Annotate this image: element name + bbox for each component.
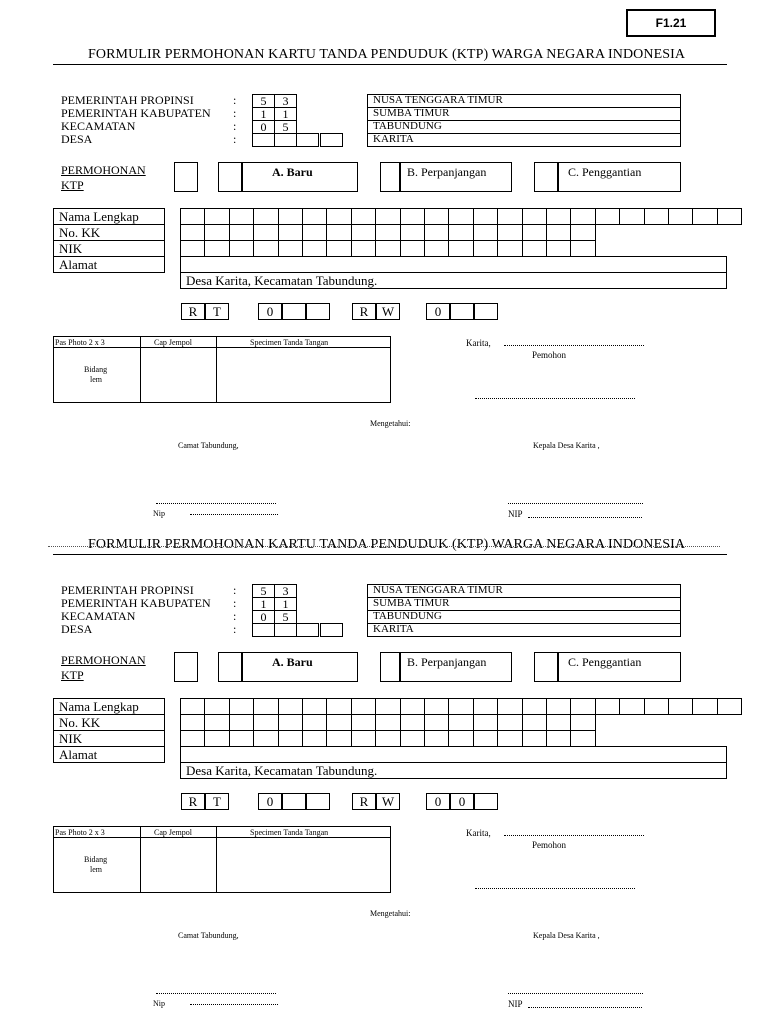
field-label: Alamat — [53, 256, 165, 273]
title-underline — [53, 554, 727, 555]
region-code-cell[interactable] — [320, 133, 343, 147]
entry-cell[interactable] — [204, 208, 229, 225]
region-label: PEMERINTAH KABUPATEN — [61, 106, 211, 120]
entry-cell[interactable] — [180, 224, 205, 241]
entry-cell[interactable] — [278, 208, 303, 225]
entry-cell[interactable] — [326, 240, 351, 257]
entry-cell[interactable] — [253, 730, 278, 747]
region-label: KECAMATAN — [61, 609, 136, 623]
entry-cell[interactable] — [473, 714, 498, 731]
region-code-cell[interactable]: 3 — [274, 94, 297, 108]
photo-note: lem — [90, 865, 102, 874]
rw-value-cell[interactable]: 0 — [450, 793, 474, 810]
entry-cell[interactable] — [497, 240, 522, 257]
region-code-cell[interactable]: 0 — [252, 610, 275, 624]
nip-right-dots[interactable] — [528, 1007, 642, 1008]
entry-cell[interactable] — [497, 208, 522, 225]
entry-cell[interactable] — [424, 730, 449, 747]
rt-letter: T — [205, 793, 229, 810]
region-name: TABUNDUNG — [367, 120, 681, 134]
place-label: Karita, — [466, 338, 491, 348]
applicant-signature-dots[interactable] — [475, 398, 635, 399]
form-title: FORMULIR PERMOHONAN KARTU TANDA PENDUDUK (KTP) WARGA NEGARA INDONESIA — [88, 47, 686, 62]
entry-cell[interactable] — [595, 208, 620, 225]
entry-cell[interactable] — [253, 698, 278, 715]
nip-left-label: Nip — [153, 509, 165, 518]
entry-cell[interactable] — [180, 698, 205, 715]
entry-cell[interactable] — [351, 714, 376, 731]
region-label: DESA — [61, 132, 93, 146]
camat-label: Camat Tabundung, — [178, 931, 239, 940]
region-code-cell[interactable] — [274, 133, 297, 147]
rt-value-cell[interactable]: 0 — [258, 793, 282, 810]
region-label: PEMERINTAH PROPINSI — [61, 93, 194, 107]
entry-cell[interactable] — [424, 240, 449, 257]
field-label: No. KK — [53, 224, 165, 241]
entry-cell[interactable] — [253, 240, 278, 257]
cut-line — [48, 546, 720, 547]
entry-cell[interactable] — [522, 240, 547, 257]
region-code-cell[interactable] — [252, 623, 275, 637]
cap-header: Cap Jempol — [154, 338, 192, 347]
entry-cell[interactable] — [448, 714, 473, 731]
colon: : — [233, 596, 237, 610]
form-title: FORMULIR PERMOHONAN KARTU TANDA PENDUDUK (KTP) WARGA NEGARA INDONESIA — [88, 537, 686, 552]
region-name: SUMBA TIMUR — [367, 107, 681, 121]
photo-header: Pas Photo 2 x 3 — [55, 828, 105, 837]
kades-signature-dots[interactable] — [508, 993, 643, 994]
entry-cell[interactable] — [692, 208, 717, 225]
entry-cell[interactable] — [448, 730, 473, 747]
rt-value-cell[interactable] — [306, 793, 330, 810]
region-name: KARITA — [367, 133, 681, 147]
entry-cell[interactable] — [473, 224, 498, 241]
entry-cell[interactable] — [204, 224, 229, 241]
entry-cell[interactable] — [400, 224, 425, 241]
entry-cell[interactable] — [522, 730, 547, 747]
field-label: NIK — [53, 730, 165, 747]
entry-cell[interactable] — [668, 698, 693, 715]
nip-right-label: NIP — [508, 509, 523, 519]
entry-cell[interactable] — [692, 698, 717, 715]
entry-cell[interactable] — [546, 208, 571, 225]
entry-cell[interactable] — [253, 224, 278, 241]
entry-cell[interactable] — [570, 714, 595, 731]
region-code-cell[interactable]: 1 — [252, 107, 275, 121]
ktp-label: KTP — [61, 668, 84, 682]
camat-signature-dots[interactable] — [156, 993, 276, 994]
entry-cell[interactable] — [400, 698, 425, 715]
photo-header: Pas Photo 2 x 3 — [55, 338, 105, 347]
date-dots[interactable] — [504, 835, 644, 836]
region-code-cell[interactable]: 1 — [252, 597, 275, 611]
region-code-cell[interactable]: 1 — [274, 107, 297, 121]
entry-cell[interactable] — [204, 714, 229, 731]
entry-cell[interactable] — [424, 224, 449, 241]
rw-value-cell[interactable] — [474, 303, 498, 320]
entry-cell[interactable] — [253, 714, 278, 731]
acknowledged-label: Mengetahui: — [370, 419, 411, 428]
entry-cell[interactable] — [302, 208, 327, 225]
option-b-label: B. Perpanjangan — [407, 165, 487, 179]
entry-cell[interactable] — [351, 208, 376, 225]
nip-right-dots[interactable] — [528, 517, 642, 518]
entry-cell[interactable] — [619, 698, 644, 715]
entry-cell[interactable] — [448, 208, 473, 225]
field-label: No. KK — [53, 714, 165, 731]
rw-value-cell[interactable]: 0 — [426, 793, 450, 810]
option-c-checkbox[interactable] — [534, 652, 558, 682]
entry-cell[interactable] — [546, 714, 571, 731]
entry-cell[interactable] — [522, 208, 547, 225]
entry-cell[interactable] — [717, 698, 742, 715]
table-divider — [140, 826, 141, 893]
entry-cell[interactable] — [497, 698, 522, 715]
rw-value-cell[interactable] — [450, 303, 474, 320]
option-b-checkbox[interactable] — [380, 652, 400, 682]
entry-cell[interactable] — [351, 224, 376, 241]
photo-note: Bidang — [84, 365, 108, 374]
entry-cell[interactable] — [229, 730, 254, 747]
entry-cell[interactable] — [717, 208, 742, 225]
entry-cell[interactable] — [351, 730, 376, 747]
entry-cell[interactable] — [229, 208, 254, 225]
entry-cell[interactable] — [351, 240, 376, 257]
entry-cell[interactable] — [400, 714, 425, 731]
rt-value-cell[interactable] — [306, 303, 330, 320]
colon: : — [233, 609, 237, 623]
ktp-checkbox[interactable] — [174, 162, 198, 192]
code-bracket — [296, 94, 297, 134]
field-label: Alamat — [53, 746, 165, 763]
colon: : — [233, 119, 237, 133]
option-a-checkbox[interactable] — [218, 652, 242, 682]
entry-cell[interactable] — [229, 714, 254, 731]
address-value: Desa Karita, Kecamatan Tabundung. — [186, 763, 378, 778]
ktp-checkbox[interactable] — [174, 652, 198, 682]
entry-cell[interactable] — [180, 240, 205, 257]
rw-letter: R — [352, 793, 376, 810]
rw-value-cell[interactable]: 0 — [426, 303, 450, 320]
entry-cell[interactable] — [375, 730, 400, 747]
address-line-1[interactable] — [180, 746, 727, 763]
entry-cell[interactable] — [570, 208, 595, 225]
kades-label: Kepala Desa Karita , — [533, 931, 600, 940]
entry-cell[interactable] — [424, 714, 449, 731]
entry-cell[interactable] — [644, 698, 669, 715]
acknowledged-label: Mengetahui: — [370, 909, 411, 918]
entry-cell[interactable] — [326, 714, 351, 731]
nip-left-dots[interactable] — [190, 514, 278, 515]
entry-cell[interactable] — [375, 240, 400, 257]
entry-cell[interactable] — [302, 714, 327, 731]
entry-cell[interactable] — [204, 698, 229, 715]
entry-cell[interactable] — [497, 224, 522, 241]
code-bracket — [296, 584, 297, 624]
applicant-label: Pemohon — [532, 350, 567, 360]
region-code-cell[interactable]: 5 — [274, 610, 297, 624]
applicant-label: Pemohon — [532, 840, 567, 850]
entry-cell[interactable] — [522, 698, 547, 715]
entry-cell[interactable] — [326, 730, 351, 747]
entry-cell[interactable] — [546, 730, 571, 747]
entry-cell[interactable] — [522, 224, 547, 241]
permohonan-label: PERMOHONAN — [61, 163, 146, 177]
rw-value-cell[interactable] — [474, 793, 498, 810]
rw-letter: R — [352, 303, 376, 320]
region-label: PEMERINTAH PROPINSI — [61, 583, 194, 597]
region-name: KARITA — [367, 623, 681, 637]
region-code-cell[interactable] — [296, 133, 319, 147]
specimen-header: Specimen Tanda Tangan — [250, 338, 329, 347]
table-divider — [216, 826, 217, 893]
field-label: Nama Lengkap — [53, 698, 165, 715]
date-dots[interactable] — [504, 345, 644, 346]
kades-signature-dots[interactable] — [508, 503, 643, 504]
nip-left-label: Nip — [153, 999, 165, 1008]
entry-cell[interactable] — [497, 714, 522, 731]
region-label: PEMERINTAH KABUPATEN — [61, 596, 211, 610]
entry-cell[interactable] — [570, 698, 595, 715]
entry-cell[interactable] — [375, 714, 400, 731]
rt-letter: T — [205, 303, 229, 320]
entry-cell[interactable] — [473, 730, 498, 747]
entry-cell[interactable] — [644, 208, 669, 225]
entry-cell[interactable] — [570, 240, 595, 257]
entry-cell[interactable] — [619, 208, 644, 225]
region-label: KECAMATAN — [61, 119, 136, 133]
region-name: NUSA TENGGARA TIMUR — [367, 94, 681, 108]
place-label: Karita, — [466, 828, 491, 838]
colon: : — [233, 132, 237, 146]
entry-cell[interactable] — [570, 730, 595, 747]
entry-cell[interactable] — [302, 224, 327, 241]
region-name: NUSA TENGGARA TIMUR — [367, 584, 681, 598]
permohonan-label: PERMOHONAN — [61, 653, 146, 667]
region-code-cell[interactable]: 1 — [274, 597, 297, 611]
entry-cell[interactable] — [424, 208, 449, 225]
field-label: Nama Lengkap — [53, 208, 165, 225]
entry-cell[interactable] — [326, 698, 351, 715]
address-line-1[interactable] — [180, 256, 727, 273]
rt-value-cell[interactable] — [282, 303, 306, 320]
table-divider — [140, 336, 141, 403]
photo-note: lem — [90, 375, 102, 384]
camat-label: Camat Tabundung, — [178, 441, 239, 450]
region-label: DESA — [61, 622, 93, 636]
entry-cell[interactable] — [522, 714, 547, 731]
entry-cell[interactable] — [204, 730, 229, 747]
kades-label: Kepala Desa Karita , — [533, 441, 600, 450]
rt-letter: R — [181, 303, 205, 320]
cap-header: Cap Jempol — [154, 828, 192, 837]
option-c-label: C. Penggantian — [568, 165, 642, 179]
entry-cell[interactable] — [278, 714, 303, 731]
entry-cell[interactable] — [302, 698, 327, 715]
option-c-label: C. Penggantian — [568, 655, 642, 669]
region-name: SUMBA TIMUR — [367, 597, 681, 611]
region-code-cell[interactable]: 3 — [274, 584, 297, 598]
rt-value-cell[interactable] — [282, 793, 306, 810]
region-code-cell[interactable]: 5 — [274, 120, 297, 134]
entry-cell[interactable] — [180, 714, 205, 731]
entry-cell[interactable] — [546, 224, 571, 241]
entry-cell[interactable] — [400, 240, 425, 257]
entry-cell[interactable] — [180, 208, 205, 225]
ktp-label: KTP — [61, 178, 84, 192]
entry-cell[interactable] — [278, 240, 303, 257]
option-b-label: B. Perpanjangan — [407, 655, 487, 669]
entry-cell[interactable] — [375, 698, 400, 715]
region-code-cell[interactable] — [274, 623, 297, 637]
region-code-cell[interactable]: 5 — [252, 94, 275, 108]
camat-signature-dots[interactable] — [156, 503, 276, 504]
form-code-badge: F1.21 — [626, 9, 716, 37]
entry-cell[interactable] — [229, 698, 254, 715]
region-code-cell[interactable]: 0 — [252, 120, 275, 134]
entry-cell[interactable] — [375, 224, 400, 241]
region-code-cell[interactable] — [252, 133, 275, 147]
entry-cell[interactable] — [229, 224, 254, 241]
entry-cell[interactable] — [473, 698, 498, 715]
entry-cell[interactable] — [351, 698, 376, 715]
entry-cell[interactable] — [278, 730, 303, 747]
entry-cell[interactable] — [204, 240, 229, 257]
entry-cell[interactable] — [375, 208, 400, 225]
rw-letter: W — [376, 793, 400, 810]
rw-letter: W — [376, 303, 400, 320]
entry-cell[interactable] — [326, 208, 351, 225]
entry-cell[interactable] — [448, 240, 473, 257]
entry-cell[interactable] — [253, 208, 278, 225]
entry-cell[interactable] — [473, 240, 498, 257]
entry-cell[interactable] — [278, 698, 303, 715]
option-a-label: A. Baru — [272, 655, 313, 669]
region-code-cell[interactable] — [296, 623, 319, 637]
nip-right-label: NIP — [508, 999, 523, 1009]
colon: : — [233, 622, 237, 636]
table-divider — [216, 336, 217, 403]
colon: : — [233, 583, 237, 597]
applicant-signature-dots[interactable] — [475, 888, 635, 889]
option-c-checkbox[interactable] — [534, 162, 558, 192]
entry-cell[interactable] — [326, 224, 351, 241]
rt-letter: R — [181, 793, 205, 810]
entry-cell[interactable] — [278, 224, 303, 241]
entry-cell[interactable] — [595, 698, 620, 715]
colon: : — [233, 106, 237, 120]
entry-cell[interactable] — [497, 730, 522, 747]
entry-cell[interactable] — [424, 698, 449, 715]
colon: : — [233, 93, 237, 107]
entry-cell[interactable] — [180, 730, 205, 747]
entry-cell[interactable] — [448, 224, 473, 241]
entry-cell[interactable] — [448, 698, 473, 715]
option-a-checkbox[interactable] — [218, 162, 242, 192]
option-b-checkbox[interactable] — [380, 162, 400, 192]
entry-cell[interactable] — [546, 698, 571, 715]
entry-cell[interactable] — [302, 730, 327, 747]
title-underline — [53, 64, 727, 65]
entry-cell[interactable] — [302, 240, 327, 257]
region-code-cell[interactable]: 5 — [252, 584, 275, 598]
rt-value-cell[interactable]: 0 — [258, 303, 282, 320]
specimen-header: Specimen Tanda Tangan — [250, 828, 329, 837]
address-value: Desa Karita, Kecamatan Tabundung. — [186, 273, 378, 288]
entry-cell[interactable] — [473, 208, 498, 225]
nip-left-dots[interactable] — [190, 1004, 278, 1005]
option-a-label: A. Baru — [272, 165, 313, 179]
entry-cell[interactable] — [668, 208, 693, 225]
region-code-cell[interactable] — [320, 623, 343, 637]
region-name: TABUNDUNG — [367, 610, 681, 624]
entry-cell[interactable] — [229, 240, 254, 257]
entry-cell[interactable] — [400, 208, 425, 225]
entry-cell[interactable] — [400, 730, 425, 747]
entry-cell[interactable] — [570, 224, 595, 241]
photo-note: Bidang — [84, 855, 108, 864]
field-label: NIK — [53, 240, 165, 257]
entry-cell[interactable] — [546, 240, 571, 257]
